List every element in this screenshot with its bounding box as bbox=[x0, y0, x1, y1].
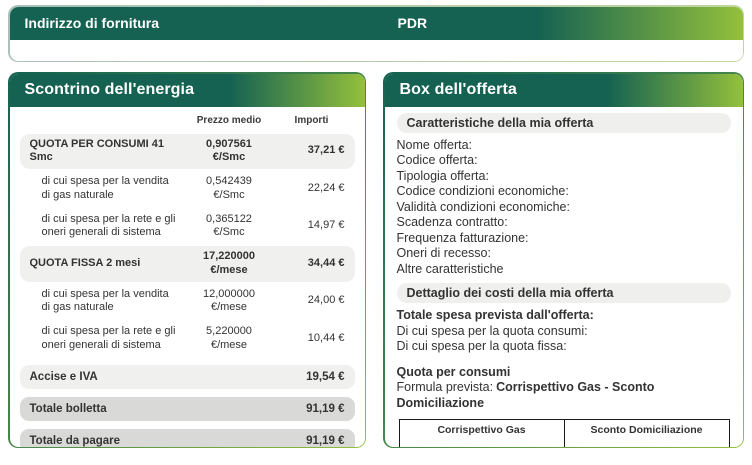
summary-row-totale-da-pagare bbox=[20, 429, 355, 447]
price-unit: €/mese bbox=[210, 263, 248, 276]
row-price bbox=[182, 250, 277, 278]
summary-amount: 91,19 € bbox=[306, 434, 345, 447]
pdr-label: PDR bbox=[397, 14, 428, 31]
row-label: QUOTA PER CONSUMI 41 Smc bbox=[29, 137, 164, 164]
row-amount: 24,00 € bbox=[307, 294, 345, 307]
offer-costs-section-title: Dettaglio dei costi della mia offerta bbox=[397, 283, 731, 303]
row-amount: 10,44 € bbox=[307, 331, 345, 344]
price-unit: €/mese bbox=[210, 338, 248, 351]
offer-field-tipologia: Tipologia offerta: bbox=[396, 168, 489, 183]
price-value: 5,220000 bbox=[206, 325, 252, 337]
price-value: 17,220000 bbox=[203, 250, 255, 262]
offer-quota-consumi-title: Quota per consumi bbox=[396, 364, 511, 379]
supply-address-header-bar bbox=[10, 7, 743, 40]
offer-field-codice-condizioni: Codice condizioni economiche: bbox=[396, 184, 569, 198]
offer-box-panel bbox=[383, 72, 744, 448]
supply-address-box bbox=[8, 5, 744, 62]
offer-total-expected-label: Totale spesa prevista dall'offerta: bbox=[396, 308, 594, 322]
row-amount: 37,21 € bbox=[307, 144, 345, 157]
price-column-header: Prezzo medio bbox=[196, 114, 262, 126]
price-unit: €/Smc bbox=[213, 188, 245, 201]
row-label: QUOTA FISSA 2 mesi bbox=[29, 256, 141, 269]
energy-receipt-panel-inner bbox=[10, 74, 365, 447]
price-value: 12,000000 bbox=[203, 287, 255, 300]
row-price bbox=[182, 325, 277, 353]
offer-field-codice: Codice offerta: bbox=[396, 153, 478, 167]
price-unit: €/Smc bbox=[213, 226, 245, 239]
amount-column-header: Importi bbox=[294, 114, 329, 126]
offer-formula-table bbox=[399, 419, 730, 447]
receipt-column-headers bbox=[20, 109, 355, 134]
receipt-row-quota-consumi bbox=[20, 134, 355, 170]
offer-table-header-corrispettivo-gas: Corrispettivo Gas bbox=[399, 420, 564, 447]
receipt-row-vendita-gas bbox=[20, 171, 355, 207]
row-label: di cui spesa per la rete e gli oneri generali di sistema bbox=[41, 212, 176, 239]
row-price bbox=[182, 288, 277, 316]
row-amount: 22,24 € bbox=[307, 181, 345, 194]
offer-box-title: Box dell'offerta bbox=[399, 81, 517, 98]
offer-table-header-sconto-domiciliazione: Sconto Domiciliazione bbox=[564, 420, 729, 447]
formula-value: Corrispettivo Gas - Sconto Domiciliazione bbox=[396, 380, 655, 410]
offer-field-scadenza: Scadenza contratto: bbox=[396, 215, 508, 229]
supply-address-box-inner bbox=[10, 7, 743, 61]
receipt-row-rete-oneri-fissa bbox=[20, 321, 355, 357]
offer-field-validita-condizioni: Validità condizioni economiche: bbox=[396, 199, 570, 214]
summary-amount: 91,19 € bbox=[306, 402, 345, 415]
offer-box-header-bar bbox=[385, 74, 743, 107]
energy-receipt-title: Scontrino dell'energia bbox=[24, 81, 195, 98]
formula-label: Formula prevista: bbox=[396, 380, 494, 394]
supply-address-value-area bbox=[10, 40, 743, 61]
price-unit: €/Smc bbox=[212, 151, 246, 164]
energy-receipt-panel bbox=[8, 72, 366, 448]
row-price bbox=[182, 138, 277, 166]
offer-formula-line bbox=[397, 380, 731, 411]
offer-field-altre-caratteristiche: Altre caratteristiche bbox=[396, 261, 504, 276]
price-value: 0,542439 bbox=[206, 175, 252, 187]
summary-label: Totale da pagare bbox=[29, 434, 121, 447]
receipt-row-rete-oneri bbox=[20, 209, 355, 245]
offer-box-panel-inner bbox=[385, 74, 743, 447]
energy-receipt-header-bar bbox=[10, 74, 365, 107]
summary-label: Accise e IVA bbox=[29, 370, 98, 383]
price-unit: €/mese bbox=[210, 301, 248, 314]
offer-cost-fissa-label: Di cui spesa per la quota fissa: bbox=[396, 339, 567, 353]
row-amount: 34,44 € bbox=[307, 256, 345, 269]
spacer bbox=[397, 355, 731, 365]
summary-row-totale-bolletta bbox=[20, 397, 355, 421]
row-label: di cui spesa per la rete e gli oneri generali di sistema bbox=[41, 325, 176, 351]
offer-characteristics-section-title: Caratteristiche della mia offerta bbox=[397, 113, 731, 133]
summary-amount: 19,54 € bbox=[306, 370, 345, 383]
row-amount: 14,97 € bbox=[307, 219, 345, 232]
summary-row-accise-iva bbox=[20, 365, 355, 389]
energy-receipt-body bbox=[10, 107, 365, 447]
summary-label: Totale bolletta bbox=[29, 402, 107, 415]
offer-field-frequenza: Frequenza fatturazione: bbox=[396, 230, 529, 245]
supply-address-label: Indirizzo di fornitura bbox=[24, 15, 160, 31]
offer-field-oneri-recesso: Oneri di recesso: bbox=[396, 246, 491, 260]
price-value: 0,907561 bbox=[206, 137, 252, 150]
offer-box-body bbox=[385, 107, 743, 447]
offer-field-nome: Nome offerta: bbox=[396, 137, 473, 152]
offer-table-header-row bbox=[399, 420, 729, 447]
row-price bbox=[182, 175, 277, 203]
row-label: di cui spesa per la vendita di gas naturale bbox=[41, 175, 169, 201]
row-label: di cui spesa per la vendita di gas naturale bbox=[41, 287, 169, 314]
price-value: 0,365122 bbox=[206, 212, 252, 225]
receipt-row-quota-fissa bbox=[20, 246, 355, 282]
receipt-row-vendita-gas-fissa bbox=[20, 284, 355, 320]
offer-cost-consumi-label: Di cui spesa per la quota consumi: bbox=[396, 323, 588, 338]
row-price bbox=[182, 213, 277, 241]
